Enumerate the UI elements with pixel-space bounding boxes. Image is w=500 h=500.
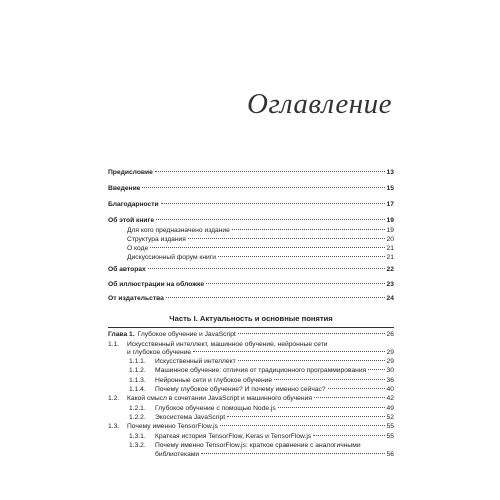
section-number: 1.2.1. xyxy=(129,405,146,412)
toc-section-1-3-2[interactable] xyxy=(155,450,394,459)
toc-entry-page: 36 xyxy=(386,377,394,384)
leader-dots xyxy=(220,425,385,426)
toc-entry-cover-illustration[interactable] xyxy=(108,280,394,289)
chapter-title: Глубокое обучение и JavaScript xyxy=(137,331,236,338)
toc-entry-page: 29 xyxy=(386,358,394,365)
leader-dots xyxy=(201,453,384,454)
toc-section-1-3-1[interactable] xyxy=(129,432,394,441)
leader-dots xyxy=(278,407,385,408)
section-number: 1.3. xyxy=(108,423,120,430)
toc-subentry-structure[interactable] xyxy=(127,235,394,244)
toc-entry-page: 29 xyxy=(386,349,394,356)
section-title: Экосистема JavaScript xyxy=(155,414,226,421)
toc-section-1-2-1[interactable] xyxy=(129,404,394,413)
leader-dots xyxy=(274,379,384,380)
section-title: Какой смысл в сочетании JavaScript и машинного обучения xyxy=(127,395,312,402)
toc-entry-page: 21 xyxy=(386,245,394,252)
leader-dots xyxy=(188,238,385,239)
toc-entry-page: 52 xyxy=(386,414,394,421)
section-title-line1[interactable]: Почему именно TensorFlow.js: краткое сравнение с аналогичными xyxy=(155,442,361,449)
toc-section-1-1-1[interactable] xyxy=(129,357,394,366)
section-number: 1.2. xyxy=(108,395,120,402)
toc-entry-label: Предисловие xyxy=(108,169,153,176)
section-title: Машинное обучение: отличия от традиционного программирования xyxy=(155,367,367,374)
leader-dots xyxy=(328,388,385,389)
leader-dots xyxy=(142,187,384,188)
toc-section-1-1-3[interactable] xyxy=(129,376,394,385)
toc-subentry-code[interactable] xyxy=(127,244,394,253)
section-title: Почему именно TensorFlow.js xyxy=(127,423,218,430)
toc-entry-about-authors[interactable] xyxy=(108,265,394,274)
toc-section-1-1-4[interactable] xyxy=(129,385,394,394)
section-number: 1.1.1. xyxy=(129,358,146,365)
toc-entry-page: 20 xyxy=(386,236,394,243)
leader-dots xyxy=(156,219,385,220)
toc-section-1-1[interactable] xyxy=(127,348,394,357)
section-title: Нейронные сети и глубокое обучение xyxy=(155,377,273,384)
section-title: Краткая история TensorFlow, Keras и TensorFlow.js xyxy=(155,433,312,440)
leader-dots xyxy=(218,256,385,257)
section-title: Искусственный интеллект xyxy=(155,358,236,365)
section-title: Глубокое обучение с помощью Node.js xyxy=(155,405,276,412)
toc-entry-page: 19 xyxy=(386,227,394,234)
toc-entry-page: 55 xyxy=(386,423,394,430)
section-number: 1.1.4. xyxy=(129,386,146,393)
toc-section-1-3[interactable] xyxy=(108,422,394,431)
toc-entry-preface[interactable] xyxy=(108,168,394,177)
section-number: 1.1. xyxy=(108,341,120,348)
toc-entry-page: 40 xyxy=(386,386,394,393)
section-title-line1[interactable]: Искусственный интеллект, машинное обучение, нейронные сети xyxy=(127,341,328,348)
leader-dots xyxy=(368,369,384,370)
section-number: 1.1.3. xyxy=(129,377,146,384)
leader-dots xyxy=(206,283,385,284)
section-title-line2: библиотеками xyxy=(155,451,200,458)
toc-entry-page: 13 xyxy=(386,169,394,176)
section-number: 1.2.2. xyxy=(129,414,146,421)
toc-entry-label: Об авторах xyxy=(108,266,146,273)
toc-entry-page: 56 xyxy=(386,451,394,458)
leader-dots xyxy=(166,297,385,298)
toc-entry-about-book[interactable] xyxy=(108,216,394,225)
section-number: 1.3.1. xyxy=(129,433,146,440)
toc-entry-page: 42 xyxy=(386,395,394,402)
toc-entry-page: 30 xyxy=(386,367,394,374)
leader-dots xyxy=(150,247,384,248)
toc-entry-page: 26 xyxy=(386,331,394,338)
toc-subentry-audience[interactable] xyxy=(127,226,394,235)
leader-dots xyxy=(232,229,385,230)
toc-entry-page: 15 xyxy=(386,185,394,192)
toc-entry-label: От издательства xyxy=(108,295,164,302)
toc-entry-label: Структура издания xyxy=(127,236,186,243)
leader-dots xyxy=(238,333,385,334)
section-number: 1.3.2. xyxy=(129,442,146,449)
toc-entry-page: 19 xyxy=(386,217,394,224)
toc-subentry-forum[interactable] xyxy=(127,253,394,262)
leader-dots xyxy=(148,268,385,269)
toc-entry-introduction[interactable] xyxy=(108,184,394,193)
toc-entry-label: О коде xyxy=(127,245,149,252)
leader-dots xyxy=(314,397,385,398)
section-number: 1.1.2. xyxy=(129,367,146,374)
toc-entry-page: 49 xyxy=(386,405,394,412)
toc-entry-page: 55 xyxy=(386,433,394,440)
section-title-line2: и глубокое обучение xyxy=(127,349,192,356)
toc-entry-page: 24 xyxy=(386,295,394,302)
part-divider xyxy=(108,327,394,328)
page-title: Оглавление xyxy=(247,88,392,120)
toc-entry-acknowledgements[interactable] xyxy=(108,200,394,209)
toc-chapter-1[interactable] xyxy=(108,330,394,339)
toc-entry-label: Дискуссионный форум книги xyxy=(127,254,216,261)
toc-entry-label: Об этой книге xyxy=(108,217,155,224)
chapter-number: Глава 1. xyxy=(108,331,135,338)
part-title: Часть I. Актуальность и основные понятия xyxy=(169,314,333,323)
leader-dots xyxy=(227,416,384,417)
toc-entry-label: Благодарности xyxy=(108,201,159,208)
toc-entry-page: 21 xyxy=(386,254,394,261)
toc-entry-page: 23 xyxy=(386,281,394,288)
leader-dots xyxy=(193,351,384,352)
section-title: Почему глубокое обучение? И почему именно сейчас? xyxy=(155,386,326,393)
toc-entry-label: Об иллюстрации на обложке xyxy=(108,281,205,288)
toc-section-1-2[interactable] xyxy=(108,394,394,403)
toc-entry-page: 17 xyxy=(386,201,394,208)
leader-dots xyxy=(161,203,385,204)
toc-entry-label: Введение xyxy=(108,185,141,192)
toc-section-1-2-2[interactable] xyxy=(129,413,394,422)
toc-section-1-1-2[interactable] xyxy=(129,366,394,375)
toc-entry-from-publisher[interactable] xyxy=(108,294,394,303)
leader-dots xyxy=(238,360,385,361)
leader-dots xyxy=(155,171,385,172)
toc-entry-page: 22 xyxy=(386,266,394,273)
leader-dots xyxy=(313,435,384,436)
toc-entry-label: Для кого предназначено издание xyxy=(127,227,230,234)
